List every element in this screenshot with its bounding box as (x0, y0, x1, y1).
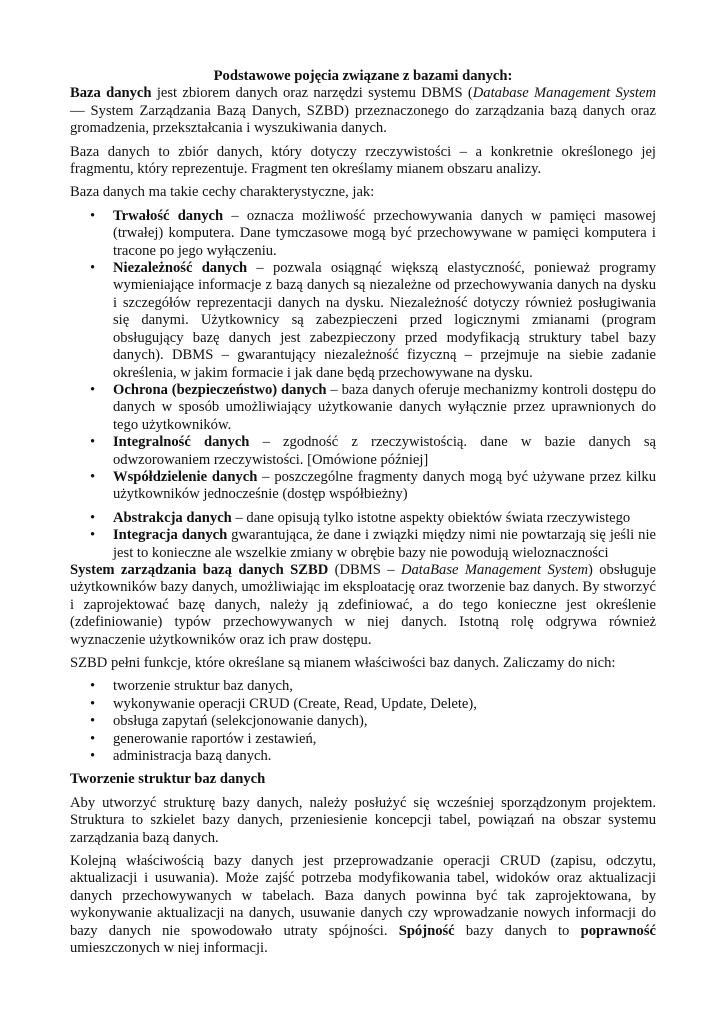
features-intro: Baza danych ma takie cechy charakterystyczne, jak: (70, 184, 375, 201)
bullet-icon: • (90, 468, 96, 485)
intro-paragraph: Baza danych jest zbiorem danych oraz narzędzi systemu DBMS (Database Management System — System Zarządzania Bazą Danych, SZBD) przeznaczonego do zarządzania bazą danych oraz gromadzenia, przekształcania i wyszukiwania danych. (70, 85, 657, 137)
term-szbd: System zarządzania bazą danych SZBD (70, 561, 329, 578)
section-heading: Tworzenie struktur baz danych (70, 771, 266, 788)
bullet-icon: • (90, 695, 96, 712)
szbd-paragraph: System zarządzania bazą danych SZBD (DBMS – DataBase Management System) obsługuje użytkowników bazy danych, umożliwiając im eksploatację oraz tworzenie baz danych. By stworzyć i zaprojektować bazę danych, należy ją zdefiniować, a do tego konieczne jest określenie (zdefiniowanie) typów przechowywanych w niej danych. Istotną rolę odgrywa również wyznaczenie użytkowników oraz ich praw dostępu. (70, 561, 656, 648)
bullet-icon: • (90, 434, 96, 451)
list-item: • obsługa zapytań (selekcjonowanie danych), (90, 713, 368, 730)
definition-paragraph: Baza danych to zbiór danych, który dotyczy rzeczywistości – a konkretnie określonego jej fragmentu, który reprezentuje. Fragment ten określamy mianem obszaru analizy. (70, 143, 656, 178)
functions-intro: SZBD pełni funkcje, które określane są mianem właściwości baz danych. Zaliczamy do nich: (70, 655, 616, 671)
list-item: • tworzenie struktur baz danych, (90, 678, 293, 695)
bullet-icon: • (90, 730, 96, 747)
list-item: • wykonywanie operacji CRUD (Create, Read, Update, Delete), (90, 695, 477, 712)
features-list-continued (70, 510, 656, 562)
list-item: • Ochrona (bezpieczeństwo) danych – baza danych oferuje mechanizmy kontroli dostępu do danych w sposób umożliwiający użytkowanie danych wyłącznie przez uprawnionych do tego użytkowników. (90, 381, 656, 433)
term-baza-danych: Baza danych (70, 85, 152, 102)
list-item: • Współdzielenie danych – poszczególne fragmenty danych mogą być używane przez kilku użytkowników jednocześnie (dostęp współbieżny) (90, 468, 656, 503)
list-item: • Niezależność danych – pozwala osiągnąć większą elastyczność, ponieważ programy wymieniające informacje z bazą danych są niezależne od przechowywania danych na dysku i szczegółów reprezentacji danych na dysku. Niezależność dotyczy również posługiwania się danymi. Użytkownicy są zabezpieczeni przed logicznymi zmianami (program obsługujący bazę danych jest zabezpieczony przed modyfikacją struktury tabel bazy danych). DBMS – gwarantujący niezależność fizyczną – przejmuje na siebie zadanie określenia, w jakim formacie i jak dane będą przechowywane na dysku. (90, 260, 657, 381)
bullet-icon: • (90, 381, 96, 398)
bullet-icon: • (90, 207, 96, 224)
list-item: • Integracja danych gwarantująca, że dane i związki między nimi nie powtarzają się jeśli nie jest to konieczne ale wszelkie zmiany w obrębie bazy nie powodują wieloznaczności (90, 527, 656, 561)
bullet-icon: • (90, 260, 96, 277)
list-item: • Integralność danych – zgodność z rzeczywistością. dane w bazie danych są odwzorowaniem rzeczywistości. [Omówione później] (90, 434, 656, 468)
list-item: • administracja bazą danych. (90, 748, 272, 765)
bullet-icon: • (90, 713, 96, 730)
bullet-icon: • (90, 748, 96, 765)
crud-paragraph: Kolejną właściwością bazy danych jest przeprowadzanie operacji CRUD (zapisu, odczytu, aktualizacji i usuwania). Może zajść potrzeba modyfikowania tabel, widoków oraz aktualizacji danych przechowywanych w tabelach. Baza danych powinna być tak zaprojektowana, by wykonywanie aktualizacji na danych, usuwanie danych czy wprowadzanie nowych informacji do bazy danych nie spowodowało utraty spójności. Spójność bazy danych to poprawność umieszczonych w niej informacji. (70, 853, 656, 957)
features-list (70, 208, 656, 504)
structure-paragraph: Aby utworzyć strukturę bazy danych, należy posłużyć się wcześniej sporządzonym projektem. Struktura to szkielet bazy danych, przeniesienie koncepcji tabel, powiązań na obszar systemu zarządzania bazą danych. (70, 794, 656, 846)
list-item: • Abstrakcja danych – dane opisują tylko istotne aspekty obiektów świata rzeczywistego (90, 509, 631, 526)
functions-list (70, 678, 656, 765)
bullet-icon: • (90, 509, 96, 526)
bullet-icon: • (90, 527, 96, 544)
list-item: • generowanie raportów i zestawień, (90, 730, 317, 747)
page-title: Podstawowe pojęcia związane z bazami danych: (213, 68, 513, 84)
list-item: • Trwałość danych – oznacza możliwość przechowywania danych w pamięci masowej (trwałej) komputera. Dane tymczasowe mogą być przechowywane w pamięci komputera i tracone po jego wyłączeniu. (90, 207, 656, 259)
bullet-icon: • (90, 678, 96, 695)
